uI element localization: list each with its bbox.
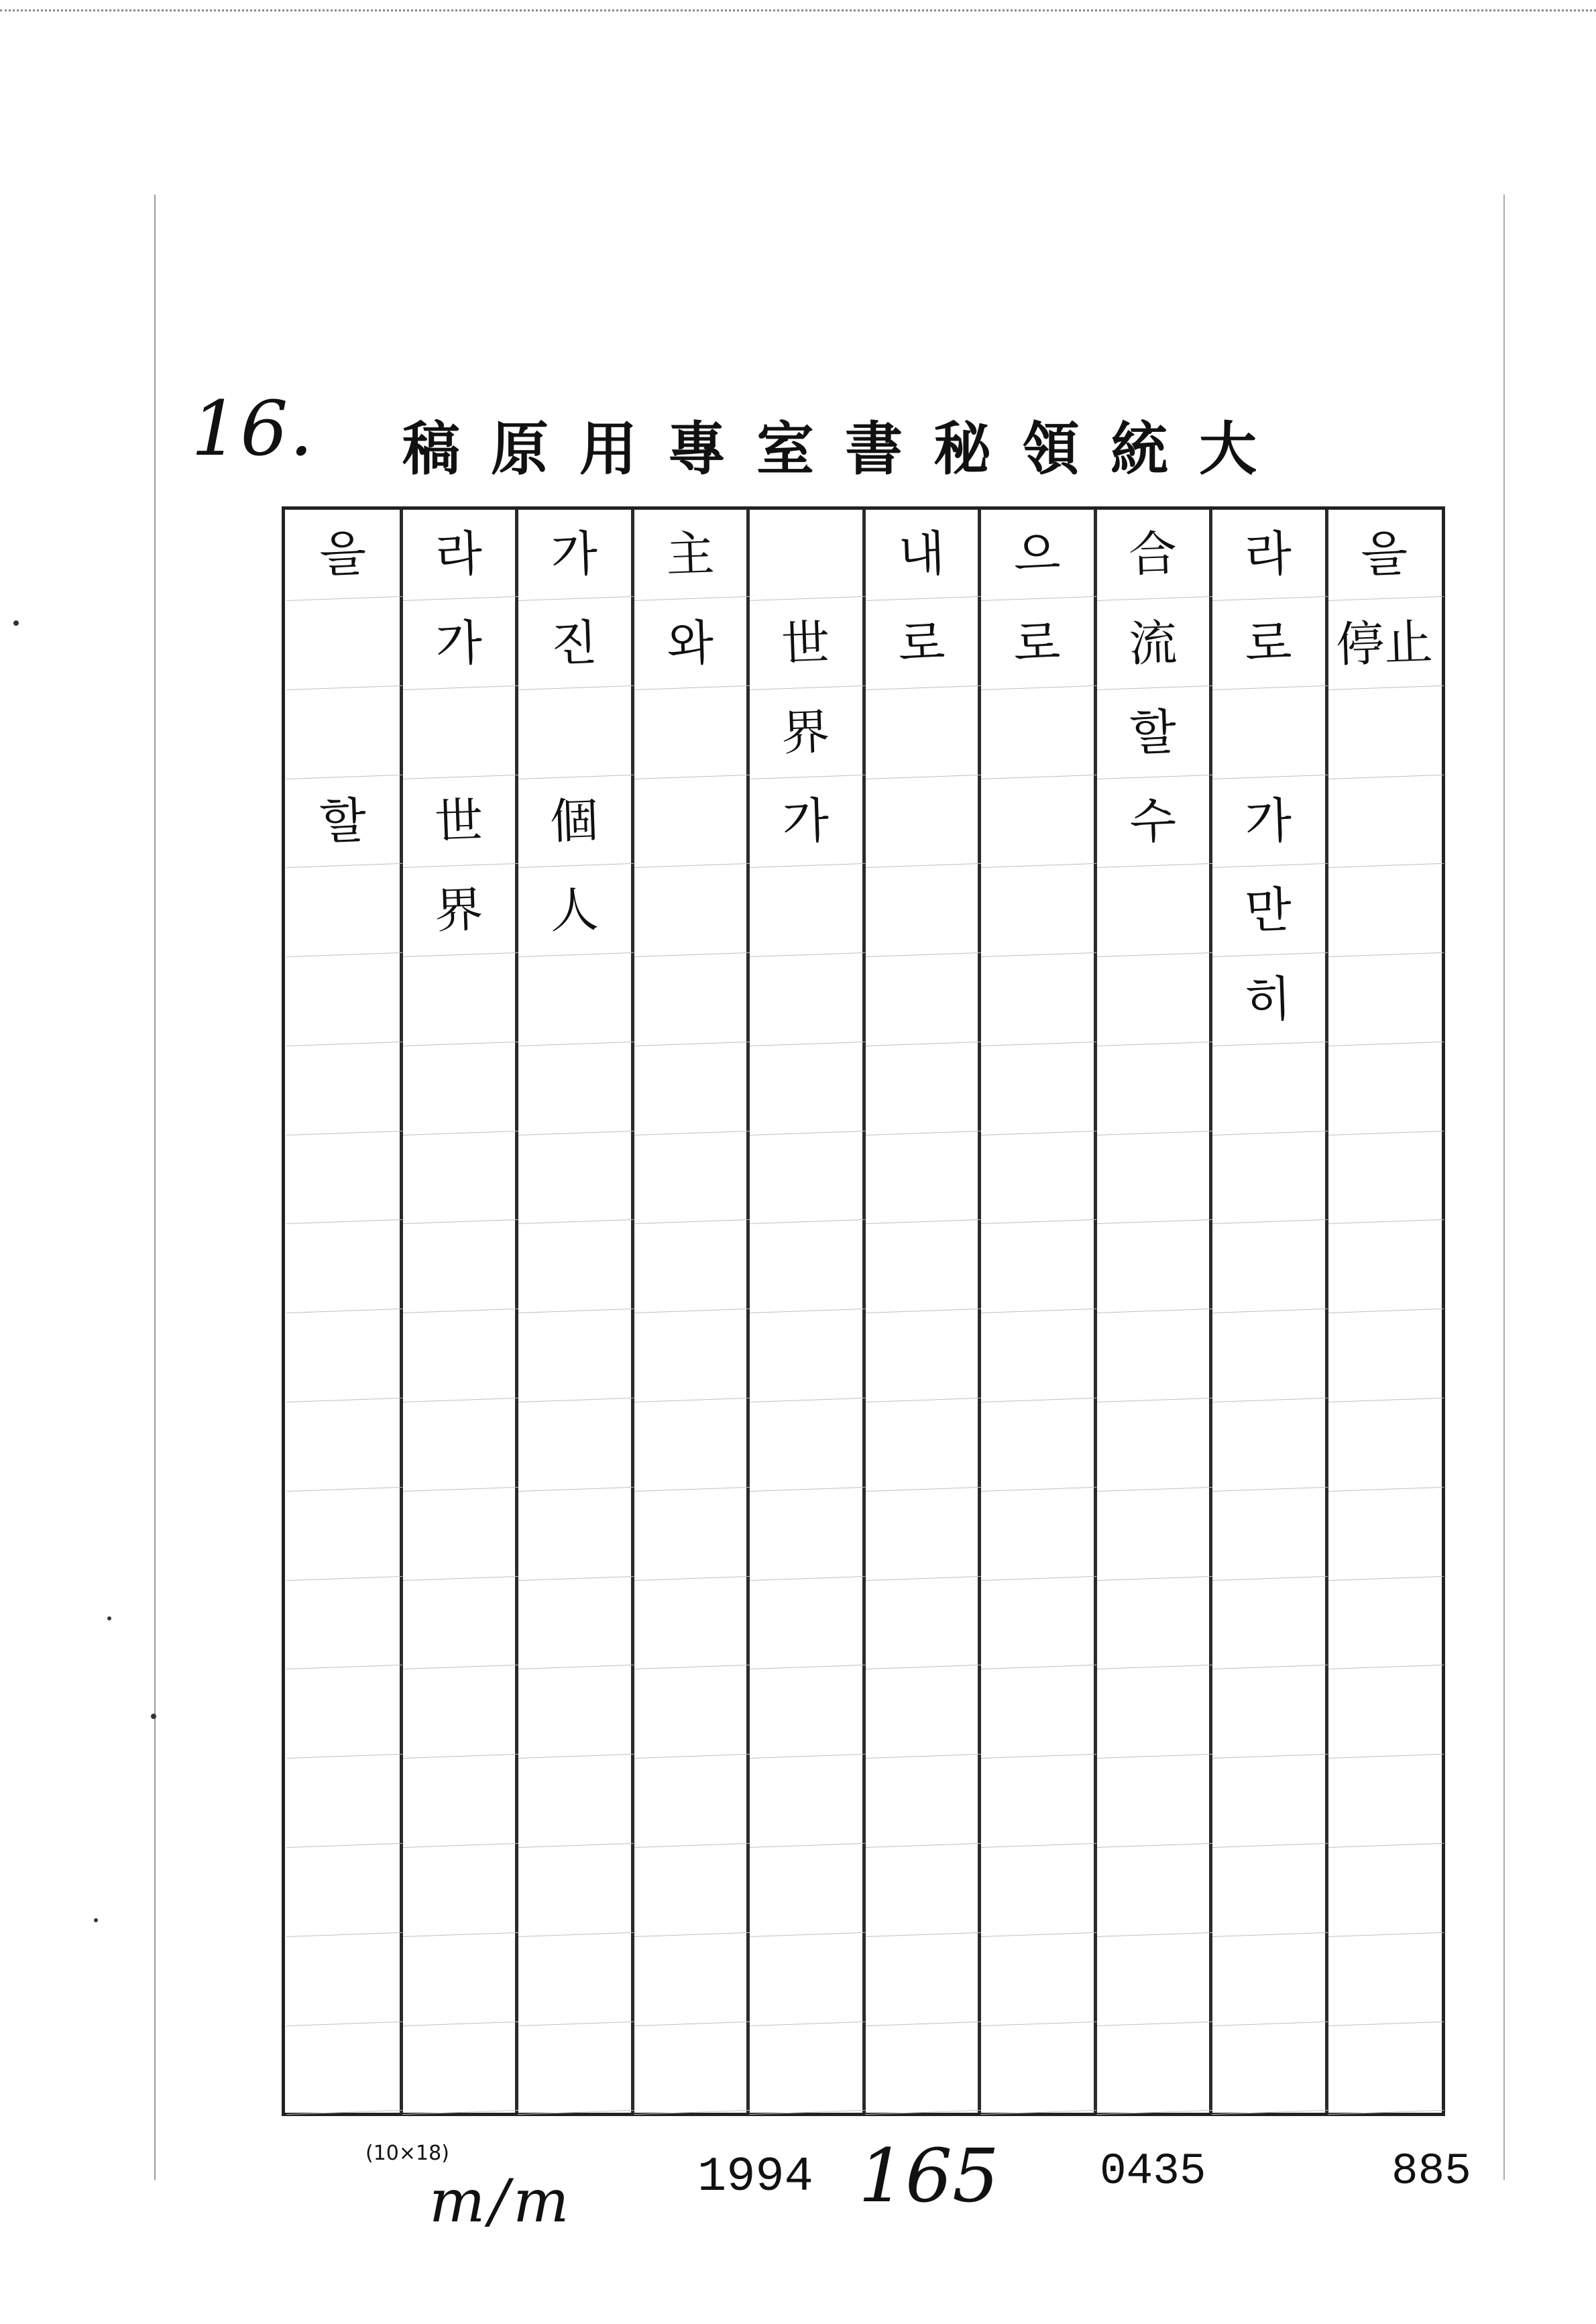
grid-cell (630, 864, 749, 957)
grid-cell (1209, 1488, 1328, 1581)
grid-cell (978, 1755, 1096, 1848)
grid-cell (284, 953, 402, 1046)
grid-cell (1324, 1042, 1443, 1136)
grid-cell (399, 686, 518, 779)
grid-cell: 수 (1093, 775, 1212, 868)
grid-cell: 界 (746, 686, 865, 779)
code-number: 0435 (1100, 2146, 1206, 2197)
grid-cell: 내 (862, 508, 980, 601)
grid-cell: 로 (1209, 597, 1328, 690)
grid-cell (515, 1755, 634, 1848)
grid-cell: 와 (630, 597, 749, 690)
grid-cell (284, 1665, 402, 1759)
grid-cell (284, 597, 402, 690)
grid-cell: 진 (515, 597, 634, 690)
grid-cell (1324, 1398, 1443, 1492)
grid-column-4 (979, 510, 1095, 2113)
grid-cell (1324, 1131, 1443, 1224)
grid-cell (515, 1131, 634, 1224)
grid-cell (1093, 1220, 1212, 1313)
grid-cell: 個 (515, 775, 634, 868)
grid-cell (862, 686, 980, 779)
grid-cell (1324, 953, 1443, 1046)
grid-cell (978, 2022, 1096, 2115)
grid-cell (1324, 1220, 1443, 1313)
grid-cell (1093, 1844, 1212, 1937)
grid-cell: 流 (1093, 597, 1212, 690)
grid-column-10 (285, 510, 401, 2113)
grid-cell: 停止 (1324, 597, 1443, 690)
grid-cell (978, 1042, 1096, 1136)
grid-cell (399, 1131, 518, 1224)
grid-cell: 世 (746, 597, 865, 690)
grid-cell (515, 1488, 634, 1581)
grid-cell (1209, 1398, 1328, 1492)
grid-cell (1209, 1576, 1328, 1669)
grid-cell (284, 1398, 402, 1492)
grid-cell (1209, 1220, 1328, 1313)
grid-cell (1209, 2022, 1328, 2115)
grid-cell (399, 1755, 518, 1848)
grid-cell (630, 1131, 749, 1224)
grid-cell (978, 1398, 1096, 1492)
grid-cell (862, 1576, 980, 1669)
grid-cell: 히 (1209, 953, 1328, 1046)
grid-cell: 가 (1209, 775, 1328, 868)
grid-cell (284, 1220, 402, 1313)
grid-cell: 가 (399, 597, 518, 690)
grid-cell (862, 953, 980, 1046)
grid-cell (284, 1309, 402, 1402)
grid-cell (978, 1488, 1096, 1581)
grid-cell (399, 2022, 518, 2115)
grid-cell (630, 1220, 749, 1313)
grid-cell (1093, 1755, 1212, 1848)
grid-cell (1324, 1665, 1443, 1759)
grid-cell (630, 1755, 749, 1848)
grid-cell (630, 2022, 749, 2115)
grid-cell: 人 (515, 864, 634, 957)
grid-cell (862, 1933, 980, 2026)
grid-cell: 라 (399, 508, 518, 601)
grid-cell (746, 1131, 865, 1224)
grid-cell (1209, 686, 1328, 779)
speck (151, 1714, 156, 1719)
grid-cell (1324, 1309, 1443, 1402)
grid-cell (862, 864, 980, 957)
grid-cell (746, 1844, 865, 1937)
year-number: 1994 (697, 2150, 813, 2205)
grid-cell (862, 1131, 980, 1224)
grid-cell (284, 1131, 402, 1224)
grid-cell (862, 1665, 980, 1759)
grid-cell (630, 775, 749, 868)
grid-cell (515, 2022, 634, 2115)
grid-cell (978, 1933, 1096, 2026)
grid-cell (515, 1042, 634, 1136)
grid-column-7 (632, 510, 748, 2113)
grid-column-2 (1210, 510, 1326, 2113)
speck (107, 1616, 111, 1620)
grid-cell (746, 1042, 865, 1136)
grid-cell (284, 1755, 402, 1848)
grid-cell (284, 864, 402, 957)
page-label: 16. (191, 386, 315, 473)
grid-cell (978, 1665, 1096, 1759)
grid-cell (978, 775, 1096, 868)
speck (13, 620, 19, 626)
grid-cell (746, 1488, 865, 1581)
grid-cell (1209, 1933, 1328, 2026)
grid-cell (978, 1576, 1096, 1669)
grid-cell (746, 1933, 865, 2026)
grid-cell (1209, 1665, 1328, 1759)
grid-cell (399, 1398, 518, 1492)
grid-cell (399, 1665, 518, 1759)
grid-cell (399, 1220, 518, 1313)
scan-top-edge (0, 0, 1596, 11)
grid-cell (746, 2022, 865, 2115)
grid-cell: 라 (1209, 508, 1328, 601)
grid-cell (1324, 1755, 1443, 1848)
grid-cell (1324, 1488, 1443, 1581)
grid-cell (630, 1398, 749, 1492)
grid-cell (1324, 1844, 1443, 1937)
grid-cell (1093, 1042, 1212, 1136)
grid-cell: 할 (1093, 686, 1212, 779)
grid-cell (978, 1220, 1096, 1313)
grid-cell (515, 1844, 634, 1937)
grid-cell (862, 1488, 980, 1581)
grid-cell (515, 1220, 634, 1313)
grid-cell (746, 1755, 865, 1848)
grid-cell (1209, 1309, 1328, 1402)
grid-cell (630, 1665, 749, 1759)
grid-cell: 을 (284, 508, 402, 601)
grid-cell (1324, 864, 1443, 957)
grid-columns (285, 510, 1442, 2113)
grid-cell (630, 1576, 749, 1669)
grid-cell (630, 953, 749, 1046)
grid-cell (1093, 1131, 1212, 1224)
grid-cell (630, 1488, 749, 1581)
grid-cell (862, 1755, 980, 1848)
grid-cell (862, 1844, 980, 1937)
grid-cell (515, 686, 634, 779)
grid-cell (399, 1933, 518, 2026)
grid-cell (862, 2022, 980, 2115)
grid-column-1 (1326, 510, 1442, 2113)
grid-cell (630, 1933, 749, 2026)
grid-cell (746, 1576, 865, 1669)
grid-column-8 (516, 510, 632, 2113)
grid-cell (1324, 1933, 1443, 2026)
page-number: 885 (1391, 2146, 1471, 2197)
grid-column-6 (748, 510, 864, 2113)
grid-cell (862, 1220, 980, 1313)
grid-cell (630, 1844, 749, 1937)
grid-cell (862, 1309, 980, 1402)
grid-cell (284, 1042, 402, 1136)
grid-cell (1324, 686, 1443, 779)
grid-cell (515, 1665, 634, 1759)
grid-cell (1093, 1665, 1212, 1759)
size-code: (10×18) (365, 2142, 449, 2165)
grid-cell (1093, 864, 1212, 957)
header-title: 大統領秘書室專用原稿 (402, 415, 1288, 483)
grid-column-9 (401, 510, 517, 2113)
grid-cell: 을 (1324, 508, 1443, 601)
grid-cell (1093, 1576, 1212, 1669)
grid-cell (1324, 1576, 1443, 1669)
grid-cell (399, 1042, 518, 1136)
grid-cell (978, 686, 1096, 779)
grid-cell (399, 1844, 518, 1937)
grid-cell (284, 1933, 402, 2026)
grid-cell (399, 1309, 518, 1402)
grid-cell: 할 (284, 775, 402, 868)
grid-column-3 (1095, 510, 1211, 2113)
grid-cell (515, 1309, 634, 1402)
grid-cell (978, 953, 1096, 1046)
grid-cell (978, 1131, 1096, 1224)
grid-cell (862, 1398, 980, 1492)
grid-cell (1093, 1398, 1212, 1492)
grid-cell (746, 1665, 865, 1759)
grid-cell (284, 1488, 402, 1581)
grid-cell (1093, 1309, 1212, 1402)
grid-cell (630, 1309, 749, 1402)
grid-cell (630, 686, 749, 779)
grid-cell (862, 775, 980, 868)
grid-cell (746, 1309, 865, 1402)
grid-cell: 主 (630, 508, 749, 601)
grid-cell (1093, 1933, 1212, 2026)
grid-cell (1209, 1042, 1328, 1136)
grid-cell (1324, 2022, 1443, 2115)
speck (94, 1918, 98, 1922)
grid-cell (1093, 953, 1212, 1046)
grid-cell (284, 686, 402, 779)
grid-cell: 로 (862, 597, 980, 690)
grid-cell (284, 2022, 402, 2115)
manuscript-grid (282, 506, 1445, 2116)
grid-cell (978, 1844, 1096, 1937)
grid-cell (1209, 1755, 1328, 1848)
grid-cell (1209, 1131, 1328, 1224)
grid-cell (1093, 2022, 1212, 2115)
grid-cell (746, 864, 865, 957)
grid-cell (630, 1042, 749, 1136)
grid-cell (746, 1220, 865, 1313)
grid-column-5 (864, 510, 980, 2113)
grid-cell (746, 953, 865, 1046)
grid-cell (746, 508, 865, 601)
grid-cell: 가 (746, 775, 865, 868)
grid-cell (1093, 1488, 1212, 1581)
grid-cell: 가 (515, 508, 634, 601)
grid-cell (284, 1844, 402, 1937)
grid-cell (399, 1576, 518, 1669)
grid-cell (399, 953, 518, 1046)
grid-cell (1209, 1844, 1328, 1937)
grid-cell (862, 1042, 980, 1136)
grid-cell (746, 1398, 865, 1492)
signature: m/m (429, 2166, 573, 2235)
handwritten-number: 165 (858, 2133, 999, 2219)
grid-cell (978, 1309, 1096, 1402)
grid-cell: 界 (399, 864, 518, 957)
grid-cell (515, 1576, 634, 1669)
grid-cell (515, 953, 634, 1046)
grid-cell (1324, 775, 1443, 868)
grid-cell: 合 (1093, 508, 1212, 601)
grid-cell: 로 (978, 597, 1096, 690)
grid-cell: 만 (1209, 864, 1328, 957)
grid-cell (515, 1933, 634, 2026)
grid-cell (978, 864, 1096, 957)
grid-cell: 으 (978, 508, 1096, 601)
grid-cell (284, 1576, 402, 1669)
grid-cell (399, 1488, 518, 1581)
grid-cell: 世 (399, 775, 518, 868)
grid-cell (515, 1398, 634, 1492)
